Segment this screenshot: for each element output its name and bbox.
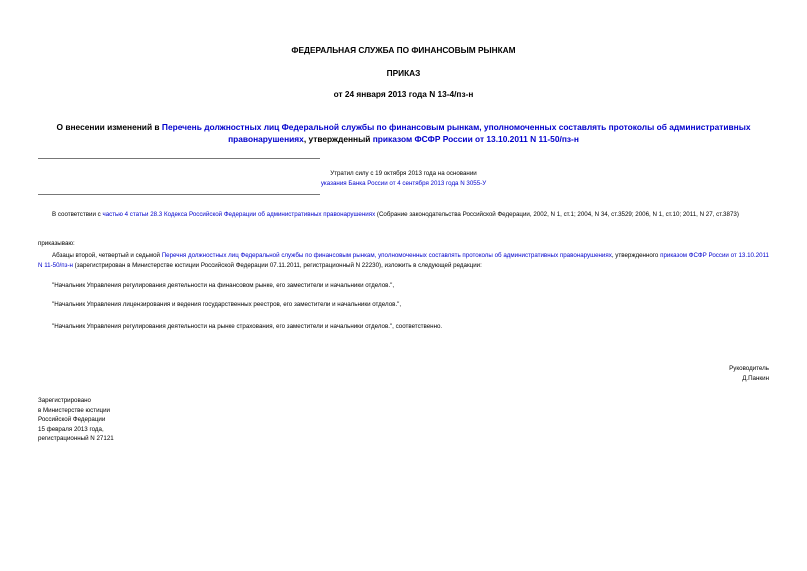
main-text-3: (зарегистрирован в Министерстве юстиции Российской Федерации 07.11.2011, регистрационный N 22230), изложить в следующей редакции: [72, 261, 482, 269]
registration-line: 15 февраля 2013 года, [38, 425, 104, 433]
preamble-text-2: (Собрание законодательства Российской Федерации, 2002, N 1, ст.1; 2004, N 34, ст.3529; 2006, N 1, ст.10; 2011, N 27, ст.3873) [375, 211, 739, 218]
agency-name: ФЕДЕРАЛЬНАЯ СЛУЖБА ПО ФИНАНСОВЫМ РЫНКАМ [291, 45, 516, 55]
order-word: приказываю: [38, 240, 75, 247]
signature-position: Руководитель [729, 365, 769, 372]
preamble-link-koap[interactable]: частью 4 статьи 28.3 Кодекса Российской Федерации об административных правонарушениях [102, 211, 376, 218]
document-type: ПРИКАЗ [386, 68, 421, 78]
preamble-text-1: В соответствии с [52, 211, 103, 218]
title-text-1: О внесении изменений в [56, 122, 162, 132]
registration-line: Зарегистрировано [38, 397, 91, 404]
status-note-link[interactable]: указания Банка России от 4 сентября 2013 года N 3055-У [320, 179, 487, 187]
registration-line: в Министерстве юстиции [38, 406, 111, 414]
divider-top [38, 158, 320, 159]
title-link-perechen[interactable]: Перечень должностных лиц Федеральной службы по финансовым рынкам, уполномоченных составлять протоколы об административных правонарушениях [161, 122, 751, 144]
main-text-2: , утвержденного [611, 252, 661, 259]
signature-name: Д.Панкин [742, 374, 769, 382]
quote-item: "Начальник Управления регулирования деятельности на финансовом рынке, его заместители и начальники отделов.", [52, 282, 395, 289]
registration-block [38, 396, 114, 444]
title-text-2: , утвержденный [303, 134, 373, 144]
registration-line: Российской Федерации [38, 416, 106, 423]
signature-block [729, 364, 769, 383]
main-link-perechen[interactable]: Перечня должностных лиц Федеральной службы по финансовым рынкам, уполномоченных составлять протоколы об административных правонарушениях [161, 252, 612, 259]
main-text-1: Абзацы второй, четвертый и седьмой [52, 252, 162, 259]
main-link-prikaz[interactable]: приказом ФСФР России от 13.10.2011 N 11-50/пз-н [38, 252, 769, 269]
main-paragraph [38, 251, 769, 270]
quote-item: "Начальник Управления регулирования деятельности на рынке страхования, его заместители и начальники отделов.", соответственно. [52, 323, 443, 330]
document-date: от 24 января 2013 года N 13-4/пз-н [333, 89, 474, 99]
divider-bottom [38, 194, 320, 195]
title-link-prikaz[interactable]: приказом ФСФР России от 13.10.2011 N 11-50/пз-н [372, 134, 579, 144]
status-note-text: Утратил силу с 19 октября 2013 года на основании [330, 170, 477, 177]
document-title [32, 121, 775, 145]
status-note [200, 169, 607, 188]
preamble-paragraph [38, 210, 769, 220]
quote-item: "Начальник Управления лицензирования и ведения государственных реестров, его заместители и начальники отделов.", [52, 301, 402, 308]
registration-line: регистрационный N 27121 [38, 435, 114, 442]
